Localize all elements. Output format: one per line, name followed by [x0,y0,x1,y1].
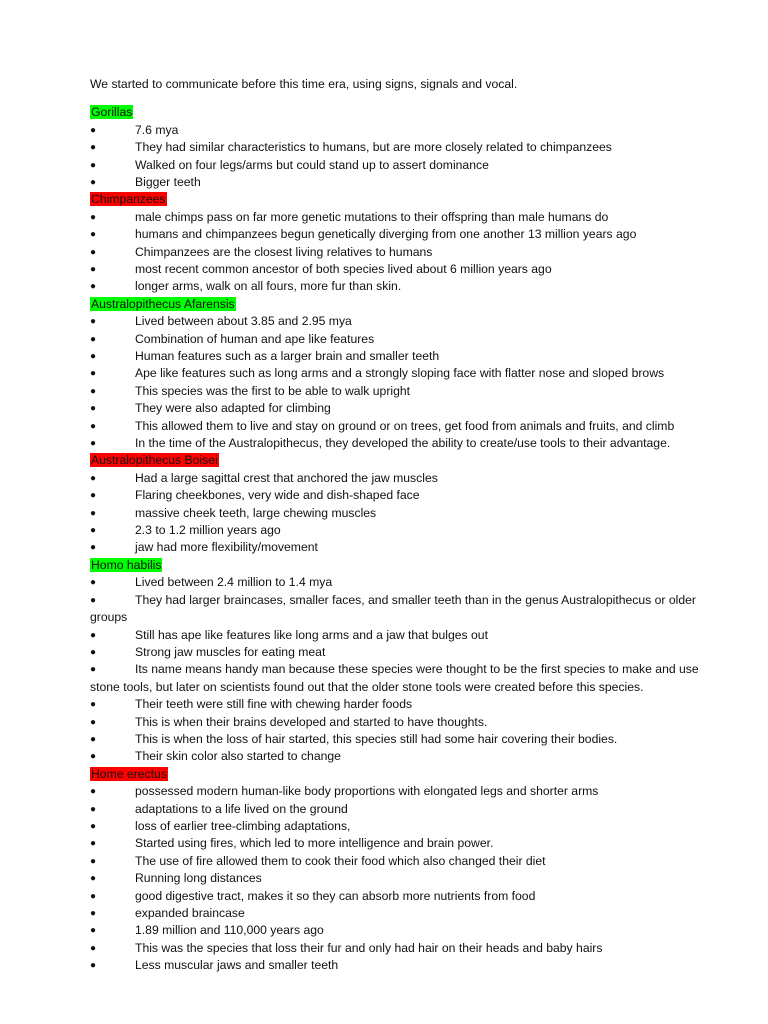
list-item-text: This was the species that loss their fur and only had hair on their heads and baby hairs [135,940,603,955]
section [90,296,730,453]
list-item [90,139,730,156]
bullet-icon: ● [90,525,97,537]
bullet-icon: ● [90,438,97,450]
list-item-text: Their teeth were still fine with chewing harder foods [135,697,413,712]
bullet-icon: ● [90,229,97,241]
list-item-text: most recent common ancestor of both species lived about 6 million years ago [135,262,552,277]
list-item [90,644,730,661]
list-item-text: Ape like features such as long arms and a strongly sloping face with flatter nose and sloped brows [135,366,665,381]
list-item [90,313,730,330]
list-item-text: They had larger braincases, smaller faces, and smaller teeth than in the genus Australopithecus or older groups [90,592,696,625]
bullet-icon: ● [90,820,97,832]
list-item-text: male chimps pass on far more genetic mutations to their offspring than male humans do [135,209,609,224]
section [90,452,730,556]
section [90,766,730,975]
list-item-text: Flaring cheekbones, very wide and dish-shaped face [135,488,420,503]
list-item [90,348,730,365]
list-item-text: Less muscular jaws and smaller teeth [135,958,339,973]
bullet-list [90,209,730,296]
bullet-icon: ● [90,159,97,171]
list-item [90,209,730,226]
section-title: Homo habilis [91,557,162,572]
bullet-icon: ● [90,385,97,397]
list-item-text: Walked on four legs/arms but could stand up to assert dominance [135,157,489,172]
bullet-icon: ● [90,264,97,276]
bullet-icon: ● [90,542,97,554]
list-item-text: Bigger teeth [135,175,201,189]
section-heading [90,452,730,469]
list-item [90,574,730,591]
list-item [90,818,730,835]
list-item-text: Had a large sagittal crest that anchored the jaw muscles [135,470,438,485]
bullet-icon: ● [90,246,97,258]
list-item [90,957,730,974]
list-item [90,365,730,382]
list-item [90,470,730,487]
list-item-text: Chimpanzees are the closest living relatives to humans [135,244,433,259]
bullet-icon: ● [90,716,97,728]
bullet-icon: ● [90,142,97,154]
list-item [90,174,730,191]
bullet-icon: ● [90,733,97,745]
list-item [90,400,730,417]
bullet-icon: ● [90,838,97,850]
bullet-icon: ● [90,490,97,502]
list-item [90,696,730,713]
list-item-text: Combination of human and ape like features [135,331,375,346]
bullet-list [90,783,730,974]
bullet-icon: ● [90,629,97,641]
list-item [90,853,730,870]
list-item [90,487,730,504]
sections-container [90,104,730,974]
list-item [90,888,730,905]
section-title: Australopithecus Boisei [91,453,218,468]
list-item [90,435,730,452]
bullet-icon: ● [90,907,97,919]
list-item [90,627,730,644]
bullet-icon: ● [90,351,97,363]
bullet-icon: ● [90,942,97,954]
list-item-text: Their skin color also started to change [135,749,341,764]
list-item-text: expanded braincase [135,905,245,920]
section-title: Chimpanzees [91,192,166,207]
bullet-icon: ● [90,333,97,345]
bullet-icon: ● [90,211,97,223]
list-item-text: They were also adapted for climbing [135,401,331,416]
bullet-icon: ● [90,699,97,711]
list-item [90,244,730,261]
section-heading [90,104,730,121]
list-item-text: loss of earlier tree-climbing adaptations, [135,818,351,833]
bullet-icon: ● [90,472,97,484]
bullet-icon: ● [90,890,97,902]
list-item-text: longer arms, walk on all fours, more fur than skin. [135,279,402,294]
list-item-text: Human features such as a larger brain and smaller teeth [135,349,440,364]
list-item [90,731,730,748]
section-heading [90,557,730,574]
list-item-text: Lived between 2.4 million to 1.4 mya [135,575,333,590]
bullet-icon: ● [90,873,97,885]
list-item [90,905,730,922]
list-item-text: Still has ape like features like long arms and a jaw that bulges out [135,627,488,642]
list-item [90,922,730,939]
list-item-text: In the time of the Australopithecus, they developed the ability to create/use tools to their advantage. [135,436,671,451]
list-item-text: Started using fires, which led to more intelligence and brain power. [135,836,494,851]
list-item-text: Strong jaw muscles for eating meat [135,644,326,659]
bullet-list [90,470,730,557]
list-item [90,383,730,400]
bullet-icon: ● [90,316,97,328]
list-item-text: massive cheek teeth, large chewing muscles [135,505,377,520]
bullet-icon: ● [90,594,97,606]
list-item-text: This is when their brains developed and started to have thoughts. [135,714,488,729]
section-title: Australopithecus Afarensis [91,296,235,311]
list-item [90,331,730,348]
list-item [90,157,730,174]
section-heading [90,766,730,783]
bullet-list [90,574,730,765]
bullet-icon: ● [90,925,97,937]
list-item-text: The use of fire allowed them to cook their food which also changed their diet [135,853,546,868]
list-item [90,748,730,765]
section [90,191,730,295]
bullet-icon: ● [90,646,97,658]
bullet-icon: ● [90,281,97,293]
bullet-icon: ● [90,507,97,519]
bullet-icon: ● [90,960,97,972]
list-item-text: adaptations to a life lived on the ground [135,801,348,816]
bullet-icon: ● [90,751,97,763]
list-item [90,801,730,818]
list-item-text: This allowed them to live and stay on ground or on trees, get food from animals and fruits, and climb [135,418,675,433]
list-item-text: This is when the loss of hair started, this species still had some hair covering their bodies. [135,731,618,746]
bullet-icon: ● [90,177,97,188]
list-item-text: Running long distances [135,871,262,886]
list-item [90,522,730,539]
list-item-text: possessed modern human-like body proportions with elongated legs and shorter arms [135,784,599,799]
bullet-icon: ● [90,664,97,676]
list-item-text: This species was the first to be able to walk upright [135,383,411,398]
bullet-icon: ● [90,420,97,432]
list-item [90,122,730,139]
list-item [90,592,730,627]
bullet-icon: ● [90,124,97,136]
list-item [90,783,730,800]
list-item [90,226,730,243]
list-item [90,418,730,435]
section-heading [90,296,730,313]
section [90,104,730,191]
list-item-text: 1.89 million and 110,000 years ago [135,923,324,938]
bullet-icon: ● [90,403,97,415]
bullet-icon: ● [90,855,97,867]
section-title: Home erectus [91,766,167,781]
list-item-text: Its name means handy man because these species were thought to be the first species to make and use stone tools, but later on scientists found out that the older stone tools were created before this species. [90,662,699,694]
list-item [90,505,730,522]
list-item-text: jaw had more flexibility/movement [135,540,318,555]
list-item-text: Lived between about 3.85 and 2.95 mya [135,314,352,329]
list-item [90,661,730,696]
intro-text: We started to communicate before this time era, using signs, signals and vocal. [90,77,518,91]
section [90,557,730,766]
bullet-icon: ● [90,368,97,380]
list-item [90,539,730,556]
list-item [90,278,730,295]
section-heading [90,191,730,208]
bullet-icon: ● [90,803,97,815]
list-item-text: good digestive tract, makes it so they can absorb more nutrients from food [135,888,536,903]
list-item [90,835,730,852]
list-item [90,714,730,731]
document-page [90,76,730,975]
bullet-list [90,122,730,192]
bullet-icon: ● [90,577,97,589]
list-item-text: humans and chimpanzees begun genetically diverging from one another 13 million years ago [135,227,637,242]
list-item [90,940,730,957]
bullet-icon: ● [90,786,97,798]
list-item-text: 7.6 mya [135,122,179,137]
list-item [90,261,730,278]
list-item-text: 2.3 to 1.2 million years ago [135,523,281,538]
section-title: Gorillas [91,105,133,120]
list-item [90,870,730,887]
bullet-list [90,313,730,452]
list-item-text: They had similar characteristics to humans, but are more closely related to chimpanzees [135,140,612,155]
